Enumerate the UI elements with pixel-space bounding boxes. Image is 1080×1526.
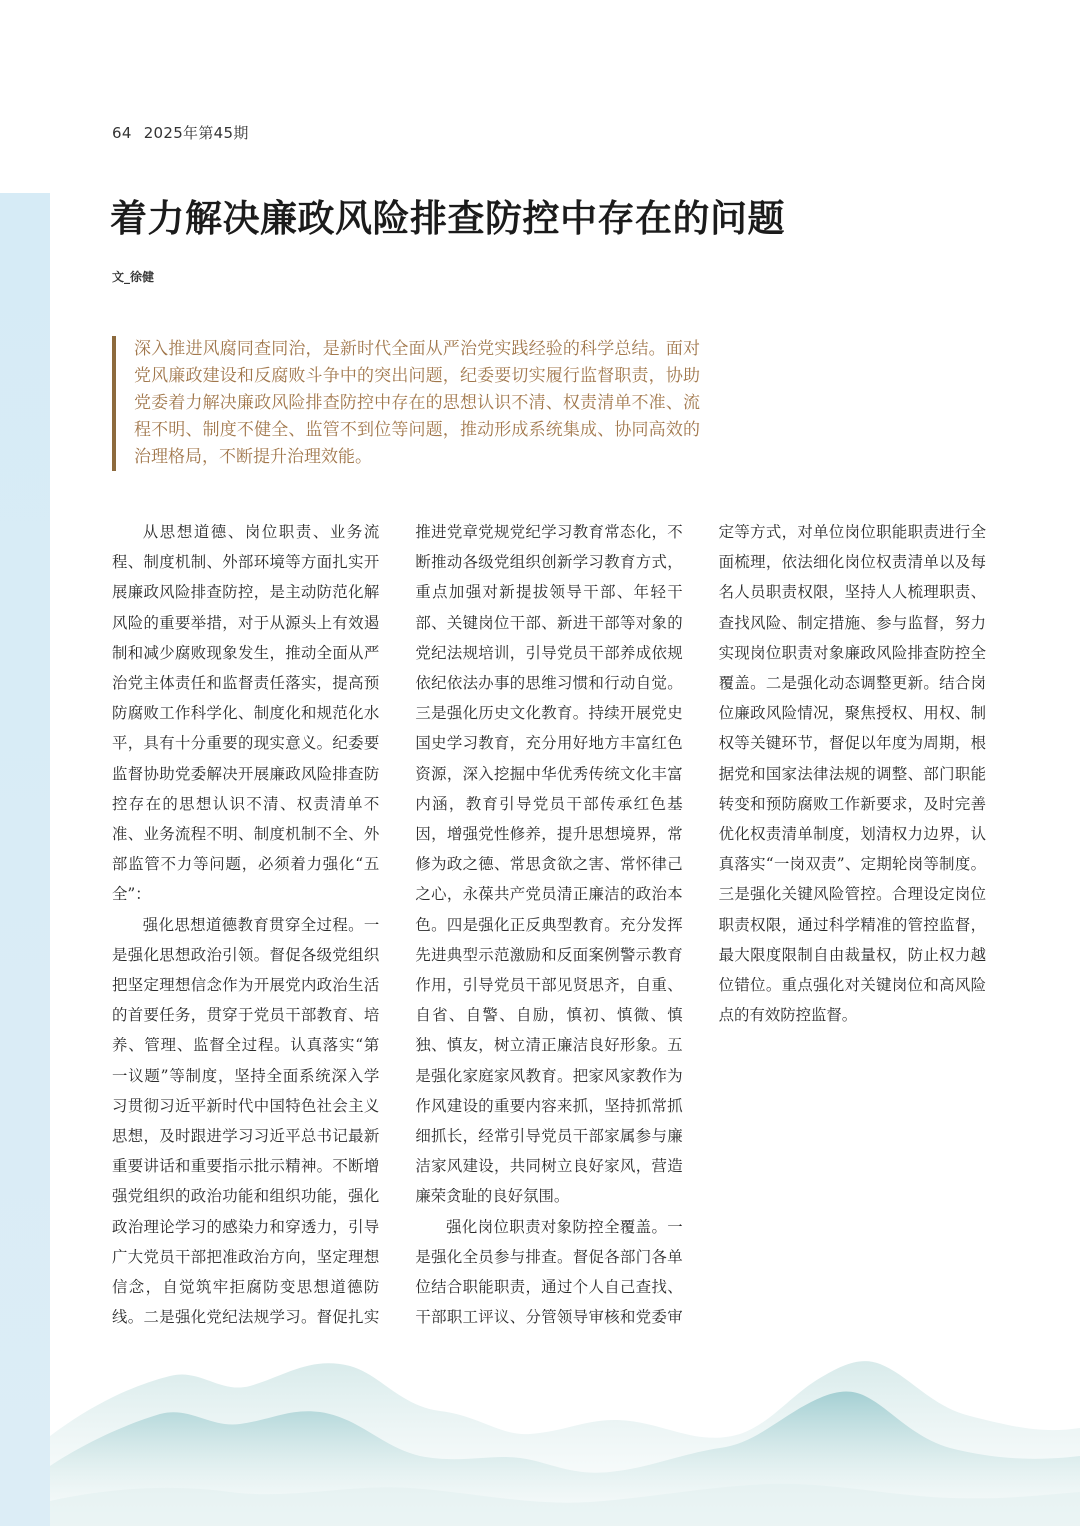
issue-label: 2025年第45期 [143, 124, 249, 142]
article-body [112, 517, 986, 1342]
body-paragraph: 从思想道德、岗位职责、业务流程、制度机制、外部环境等方面扎实开展廉政风险排查防控，是主动防范化解风险的重要举措，对于从源头上有效遏制和减少腐败现象发生，推动全面从严治党主体责任和监督责任落实，提高预防腐败工作科学化、制度化和规范化水平，具有十分重要的现实意义。纪委要监督协助党委解决开展廉政风险排查防控存在的思想认识不清、权责清单不准、业务流程不明、制度机制不全、外部监管不力等问题，必须着力强化“五全”： [112, 523, 380, 904]
left-decorative-stripe [0, 193, 50, 1526]
body-paragraph: 强化思想道德教育贯穿全过程。一是强化思想政治引领。督促各级党组织把坚定理想信念作为开展党内政治生活的首要任务，贯穿于党员干部教育、培养、管理、监督全过程。认真落实“第一议题”等制度，坚持全面系统深入学习贯彻习近平新时代中国特色社会主义思想，及时跟进学习习近平总书记最新重要讲话和重要指示批示精神。不断增强党组织的政治功能和组织功能，强化政治理论学习的感染力和穿透力，引导广大党员干部把准政治方向，坚定理想信念，自觉筑牢拒腐防变思想道德防线。二是强化党纪法规学习。督促扎实推进党章党规党纪学习教育常态化，不断推动各级党组织创新学习教育方式，重点加强对新提拔领导干部、年轻干部、关键岗位干部、新进干部等对象的党纪法规培训，引导党员干部养成依规依纪依法办事的思维习惯和行动自觉。三是强化历史文化教育。持续开展党史国史学习教育，充分用好地方丰富红色资源，深入挖掘中华优秀传统文化丰富内涵，教育引导党员干部传承红色基因，增强党性修养，提升思想境界，常修为政之德、常思贪欲之害、常怀律己之心，永葆共产党员清正廉洁的政治本色。四是强化正反典型教育。充分发挥先进典型示范激励和反面案例警示教育作用，引导党员干部见贤思齐，自重、自省、自警、自励，慎初、慎微、慎独、慎友，树立清正廉洁良好形象。五是强化家庭家风教育。把家风家教作为作风建设的重要内容来抓，坚持抓常抓细抓长，经常引导党员干部家属参与廉洁家风建设，共同树立良好家风，营造廉荣贪耻的良好氛围。 [112, 523, 683, 1327]
page-number: 64 [112, 124, 132, 142]
mountain-landscape-decoration [50, 1316, 1080, 1526]
body-paragraph: 强化岗位职责对象防控全覆盖。一是强化全员参与排查。督促各部门各单位结合职能职责，通过个人自己查找、干部职工评议、分管领导审核和党委审定等方式，对单位岗位职能职责进行全面梳理，依法细化岗位权责清单以及每名人员职责权限，坚持人人梳理职责、查找风险、制定措施、参与监督，努力实现岗位职责对象廉政风险排查防控全覆盖。二是强化动态调整更新。结合岗位廉政风险情况，聚焦授权、用权、制权等关键环节，督促以年度为周期，根据党和国家法律法规的调整、部门职能转变和预防腐败工作新要求，及时完善优化权责清单制度，划清权力边界，认真落实“一岗双责”、定期轮岗等制度。三是强化关键风险管控。合理设定岗位职责权限，通过科学精准的管控监督，最大限度限制自由裁量权，防止权力越位错位。重点强化对关键岗位和高风险点的有效防控监督。 [415, 523, 986, 1327]
article-title: 着力解决廉政风险排查防控中存在的问题 [110, 197, 785, 240]
article-abstract: 深入推进风腐同查同治，是新时代全面从严治党实践经验的科学总结。面对党风廉政建设和反腐败斗争中的突出问题，纪委要切实履行监督职责，协助党委着力解决廉政风险排查防控中存在的思想认识不清、权责清单不准、流程不明、制度不健全、监管不到位等问题，推动形成系统集成、协同高效的治理格局，不断提升治理效能。 [112, 336, 700, 471]
page-header [112, 122, 249, 143]
author-byline: 文_徐健 [112, 270, 155, 284]
